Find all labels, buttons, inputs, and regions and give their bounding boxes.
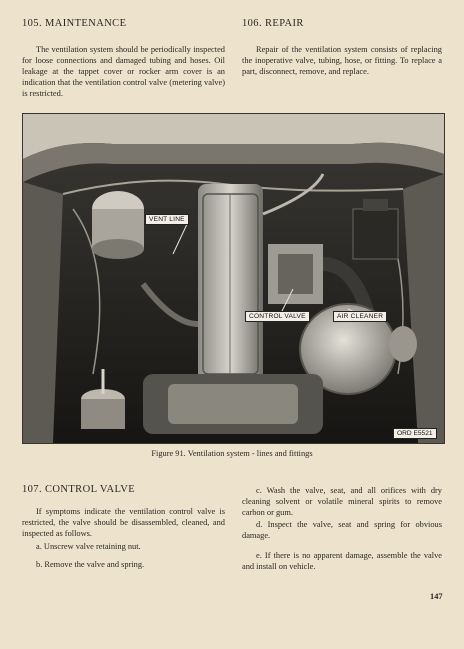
- heading-106-repair: 106. REPAIR: [242, 18, 304, 29]
- step-b: b. Remove the valve and spring.: [36, 560, 145, 569]
- photo-reference-tag: ORD E5521: [393, 428, 437, 439]
- step-c: c. Wash the valve, seat, and all orifices with dry cleaning solvent or volatile mineral spirits to remove carbon or gum.: [242, 486, 442, 517]
- callout-air-cleaner: AIR CLEANER: [333, 311, 387, 322]
- page-number: 147: [430, 592, 443, 601]
- engine-photo-illustration: [23, 114, 444, 443]
- paragraph-107-intro: If symptoms indicate the ventilation control valve is restricted, the valve should be disassembled, cleaned, and inspected as follows.: [22, 507, 225, 538]
- step-e: e. If there is no apparent damage, assemble the valve and install on vehicle.: [242, 551, 442, 571]
- paragraph-105: The ventilation system should be periodically inspected for loose connections and damaged tubing and hoses. Oil leakage at the tappet cover or rocker arm cover is an indication that the ventilation control valve (metering valve) is restricted.: [22, 45, 225, 98]
- figure-caption: Figure 91. Ventilation system - lines and fittings: [151, 449, 313, 458]
- step-a: a. Unscrew valve retaining nut.: [36, 542, 141, 551]
- heading-107-control-valve: 107. CONTROL VALVE: [22, 484, 136, 495]
- paragraph-106: Repair of the ventilation system consists of replacing the inoperative valve, tubing, hose, or fitting. To replace a part, disconnect, remove, and replace.: [242, 45, 442, 76]
- callout-vent-line: VENT LINE: [145, 214, 189, 225]
- step-d: d. Inspect the valve, seat and spring for obvious damage.: [242, 520, 442, 540]
- engine-bay-photo: [22, 113, 445, 444]
- callout-control-valve: CONTROL VALVE: [245, 311, 310, 322]
- heading-105-maintenance: 105. MAINTENANCE: [22, 18, 127, 29]
